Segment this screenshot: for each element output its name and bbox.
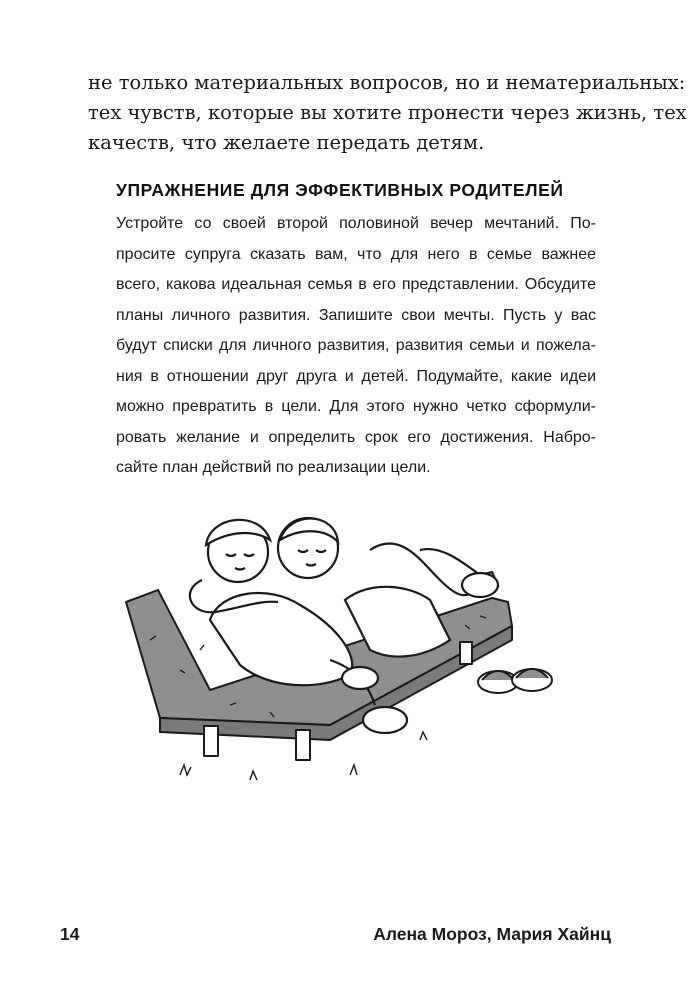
couple-on-sofa-illustration: [120, 490, 560, 790]
exercise-heading: УПРАЖНЕНИЕ ДЛЯ ЭФФЕКТИВНЫХ РОДИТЕЛЕЙ: [116, 180, 564, 200]
exercise-line: можно превратить в цели. Для этого нужно четко сформули-: [116, 398, 596, 415]
exercise-line: ровать желание и определить срок его достижения. Набро-: [116, 428, 596, 446]
page-number: 14: [60, 924, 80, 944]
exercise-line: будут списки для личного развития, развития семьи и пожела-: [116, 337, 596, 354]
page-footer: [0, 924, 697, 948]
exercise-line: ния в отношении друг друга и детей. Подумайте, какие идеи: [116, 367, 596, 385]
exercise-paragraph: [116, 209, 596, 484]
intro-line: качеств, что желаете передать детям.: [88, 131, 485, 154]
exercise-line: всего, какова идеальная семья в его представлении. Обсудите: [116, 276, 596, 293]
exercise-line: планы личного развития. Запишите свои мечты. Пусть у вас: [116, 306, 596, 324]
intro-line: не только материальных вопросов, но и нематериальных:: [88, 71, 686, 94]
intro-line: тех чувств, которые вы хотите пронести через жизнь, тех: [88, 101, 687, 124]
slippers-drawing: [478, 669, 552, 693]
intro-paragraph: [88, 68, 687, 158]
exercise-line: сайте план действий по реализации цели.: [116, 459, 431, 476]
exercise-line: просите супруга сказать вам, что для него в семье важнее: [116, 245, 596, 263]
authors: Алена Мороз, Мария Хайнц: [373, 924, 611, 944]
exercise-line: Устройте со своей второй половиной вечер мечтаний. По-: [116, 215, 596, 232]
